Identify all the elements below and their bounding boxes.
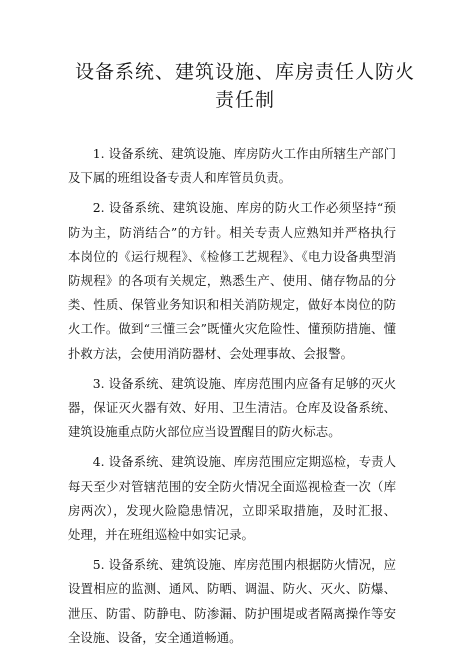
paragraph-5: 5. 设备系统、建筑设施、库房范围内根据防火情况，应设置相应的监测、通风、防晒、调温、防火、灭火、防爆、泄压、防雷、防静电、防渗漏、防护围堤或者隔离操作等安全设施、设备，安全通道畅通。 — [68, 557, 396, 645]
paragraph-2: 2. 设备系统、建筑设施、库房的防火工作必须坚持“预防为主，防消结合”的方针。相关专责人应熟知并严格执行本岗位的《运行规程》、《检修工艺规程》、《电力设备典型消防规程》的各项有关规定，熟悉生产、使用、储存物品的分类、性质、保管业务知识和相关消防规定，做好本岗位的防火工作。做到“三懂三会”既懂火灾危险性、懂预防措施、懂扑救方法，会使用消防器材、会处理事故、会报警。 — [68, 200, 396, 361]
paragraph-3: 3. 设备系统、建筑设施、库房范围内应备有足够的灭火器，保证灭火器有效、好用、卫生清洁。仓库及设备系统、建筑设施重点防火部位应当设置醒目的防火标志。 — [68, 375, 396, 440]
paragraph-4: 4. 设备系统、建筑设施、库房范围应定期巡检，专责人每天至少对管辖范围的安全防火情况全面巡视检查一次（库房两次），发现火险隐患情况，立即采取措施，及时汇报、处理，并在班组巡检中如实记录。 — [68, 454, 396, 543]
title-line-2: 责任制 — [214, 89, 275, 111]
document-body — [68, 142, 396, 650]
document-title — [70, 58, 420, 114]
paragraph-1: 1. 设备系统、建筑设施、库房防火工作由所辖生产部门及下属的班组设备专责人和库管员负责。 — [68, 146, 396, 186]
title-line-1: 设备系统、建筑设施、库房责任人防火 — [74, 61, 415, 83]
